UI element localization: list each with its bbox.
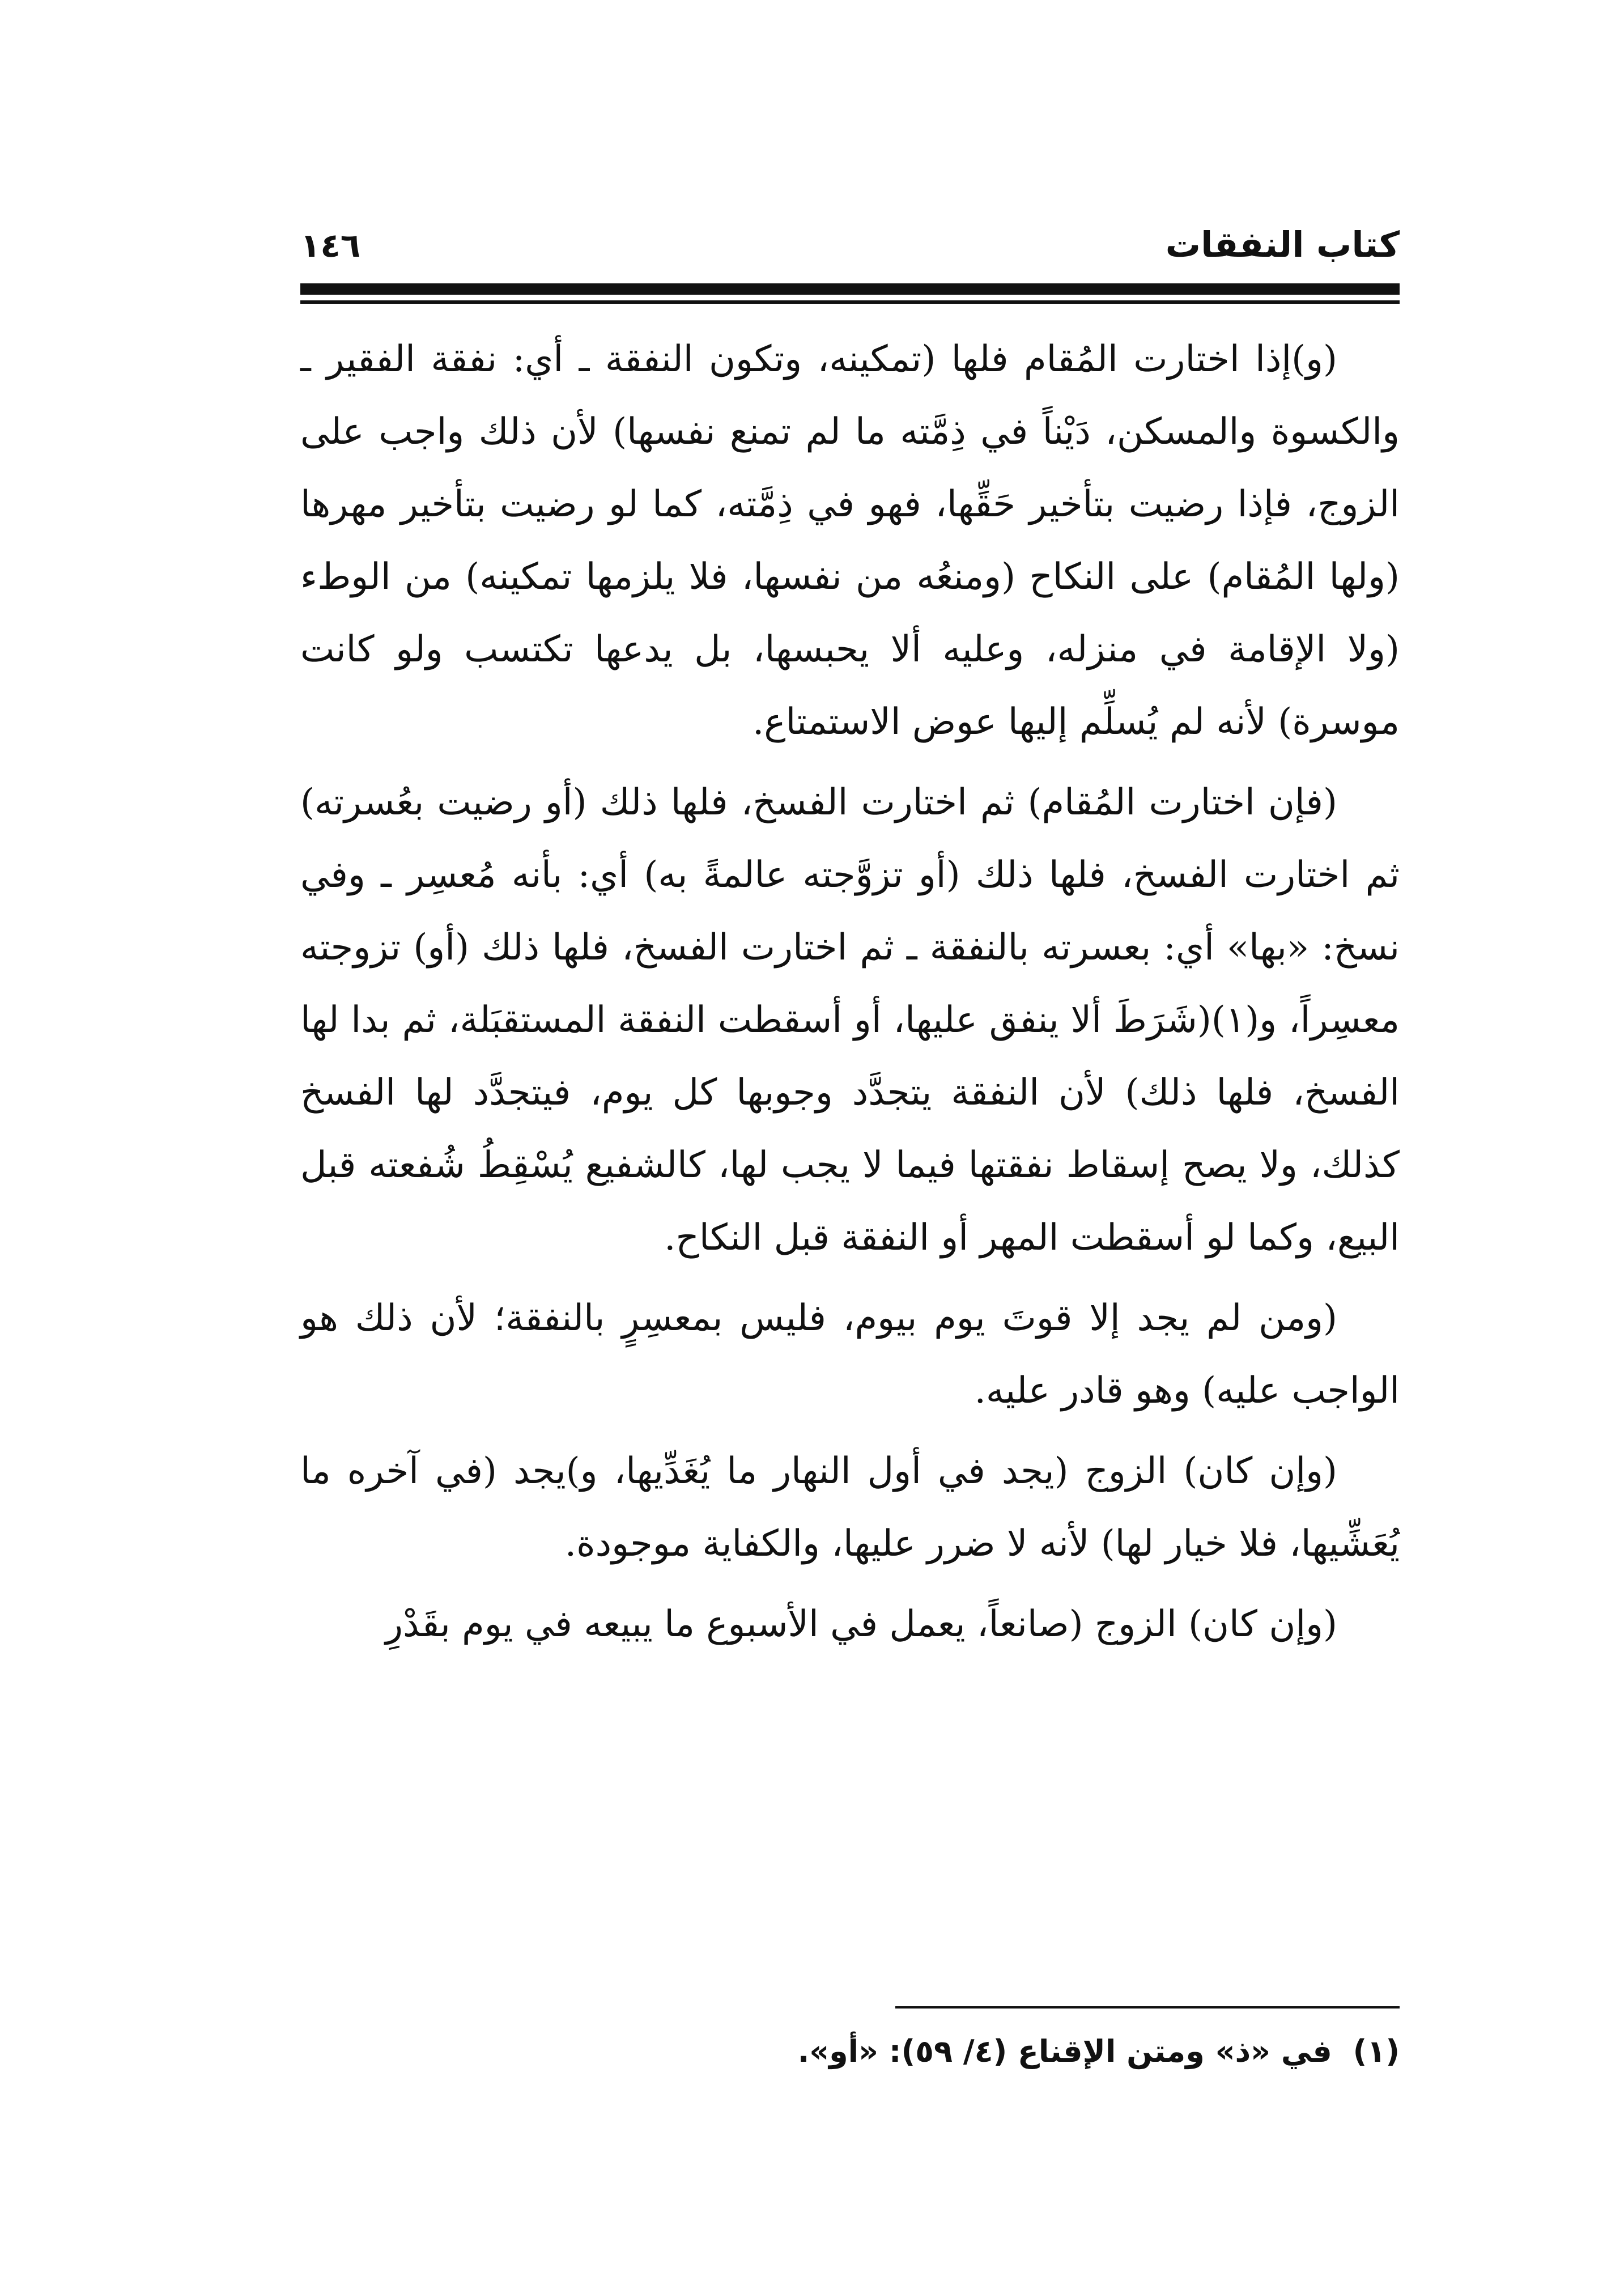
page-header (300, 224, 1400, 269)
footnote-mark: (١) (1353, 2033, 1400, 2069)
paragraph: (وإن كان) الزوج (صانعاً، يعمل في الأسبوع ما يبيعه في يوم بقَدْرِ (385, 1603, 1337, 1645)
footnote (300, 2026, 1400, 2077)
footnote-separator (895, 2006, 1400, 2009)
footnote-text: في «ذ» ومتن الإقناع (٤/ ٥٩): «أو». (797, 2033, 1332, 2069)
main-text (300, 323, 1400, 1668)
book-title: كتاب النفقات (1165, 224, 1400, 265)
paragraph: (وإن كان) الزوج (يجد في أول النهار ما يُغَدِّيها، و)يجد (في آخره ما يُعَشِّيها، فلا خيار لها) لأنه لا ضرر عليها، والكفاية موجودة. (300, 1450, 1400, 1565)
header-rule-thick (300, 283, 1400, 295)
paragraph: (فإن اختارت المُقام) ثم اختارت الفسخ، فلها ذلك (أو رضيت بعُسرته) ثم اختارت الفسخ، فلها ذلك (أو تزوَّجته عالمةً به) أي: بأنه مُعسِر ـ وفي نسخ: «بها» أي: بعسرته بالنفقة ـ ثم اختارت الفسخ، فلها ذلك (أو) تزوجته معسِراً، و(١)(شَرَطَ ألا ينفق عليها، أو أسقطت النفقة المستقبَلة، ثم بدا لها الفسخ، فلها ذلك) لأن النفقة يتجدَّد وجوبها كل يوم، فيتجدَّد لها الفسخ كذلك، ولا يصح إسقاط نفقتها فيما لا يجب لها، كالشفيع يُسْقِطُ شُفعته قبل البيع، وكما لو أسقطت المهر أو النفقة قبل النكاح. (300, 782, 1400, 1259)
header-rule-thin (300, 300, 1400, 304)
paragraph: (ومن لم يجد إلا قوتَ يوم بيوم، فليس بمعسِرٍ بالنفقة؛ لأن ذلك هو الواجب عليه) وهو قادر عليه. (300, 1297, 1400, 1412)
page-number: ١٤٦ (300, 226, 361, 265)
paragraph: (و)إذا اختارت المُقام فلها (تمكينه، وتكون النفقة ـ أي: نفقة الفقير ـ والكسوة والمسكن، دَيْناً في ذِمَّته ما لم تمنع نفسها) لأن ذلك واجب على الزوج، فإذا رضيت بتأخير حَقِّها، فهو في ذِمَّته، كما لو رضيت بتأخير مهرها (ولها المُقام) على النكاح (ومنعُه من نفسها، فلا يلزمها تمكينه) من الوطء (ولا الإقامة في منزله، وعليه ألا يحبسها، بل يدعها تكتسب ولو كانت موسرة) لأنه لم يُسلِّم إليها عوض الاستمتاع. (300, 338, 1400, 743)
